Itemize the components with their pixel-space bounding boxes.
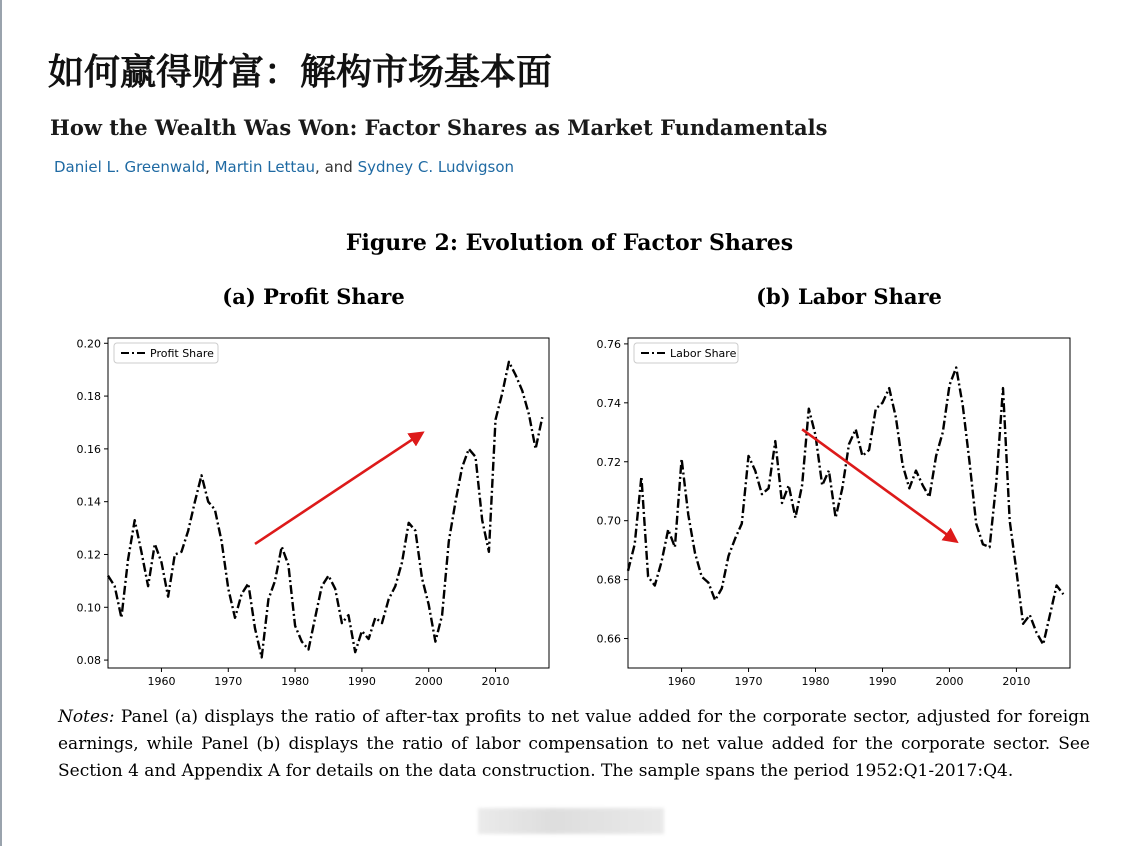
x-tick-label: 2010 — [1002, 675, 1031, 688]
y-tick-label: 0.14 — [76, 495, 101, 509]
notes-label: Notes: — [58, 707, 115, 727]
plot-frame — [108, 338, 549, 668]
x-tick-label: 1970 — [214, 675, 243, 688]
x-tick-label: 1990 — [347, 675, 376, 688]
legend — [114, 343, 218, 363]
author-separator: , — [205, 158, 215, 176]
chinese-title: 如何赢得财富：解构市场基本面 — [48, 52, 553, 93]
paper-title: How the Wealth Was Won: Factor Shares as Market Fundamentals — [50, 115, 828, 140]
y-tick-label: 0.20 — [76, 337, 101, 351]
x-tick-label: 1970 — [734, 675, 763, 688]
figure-title: Figure 2: Evolution of Factor Shares — [345, 230, 794, 256]
x-tick-label: 1990 — [868, 675, 897, 688]
notes-text: Panel (a) displays the ratio of after-tax profits to net value added for the corporate sector, adjusted for foreign earnings, while Panel (b) displays the ratio of labor compensation to net value added for the corporate sector. See Section 4 and Appendix A for details on the data construction. The sample spans the period 1952:Q1-2017:Q4. — [58, 707, 1090, 781]
y-tick-label: 0.72 — [596, 455, 621, 469]
panel-b-title: (b) Labor Share — [756, 284, 942, 309]
blurred-watermark — [478, 808, 664, 834]
trend-arrow — [802, 429, 956, 541]
panel-a-title: (a) Profit Share — [222, 284, 405, 309]
y-tick-label: 0.66 — [596, 632, 621, 646]
y-tick-label: 0.76 — [596, 337, 621, 351]
series-line — [108, 362, 542, 658]
y-tick-label: 0.10 — [76, 601, 101, 615]
x-tick-label: 2010 — [481, 675, 510, 688]
author-link-ludvigson[interactable]: Sydney C. Ludvigson — [357, 158, 515, 176]
y-tick-label: 0.70 — [596, 514, 621, 528]
author-link-greenwald[interactable]: Daniel L. Greenwald — [54, 158, 206, 176]
y-tick-label: 0.74 — [596, 396, 621, 410]
x-tick-label: 1980 — [281, 675, 310, 688]
series-line — [628, 368, 1063, 645]
author-link-lettau[interactable]: Martin Lettau — [214, 158, 316, 176]
author-separator: , and — [315, 158, 358, 176]
labor-share-chart — [597, 338, 1071, 688]
x-tick-label: 1980 — [801, 675, 830, 688]
legend-label: Labor Share — [670, 347, 737, 360]
y-tick-label: 0.12 — [76, 548, 101, 562]
x-tick-label: 1960 — [667, 675, 696, 688]
y-tick-label: 0.68 — [596, 573, 621, 587]
y-tick-label: 0.08 — [76, 654, 101, 668]
legend — [634, 343, 738, 363]
x-tick-label: 1960 — [147, 675, 176, 688]
y-tick-label: 0.16 — [76, 442, 101, 456]
figure-notes — [58, 704, 1090, 785]
profit-share-chart — [77, 337, 550, 688]
legend-label: Profit Share — [150, 347, 214, 360]
x-tick-label: 2000 — [935, 675, 964, 688]
x-tick-label: 2000 — [414, 675, 443, 688]
y-tick-label: 0.18 — [76, 390, 101, 404]
trend-arrow — [255, 433, 422, 544]
